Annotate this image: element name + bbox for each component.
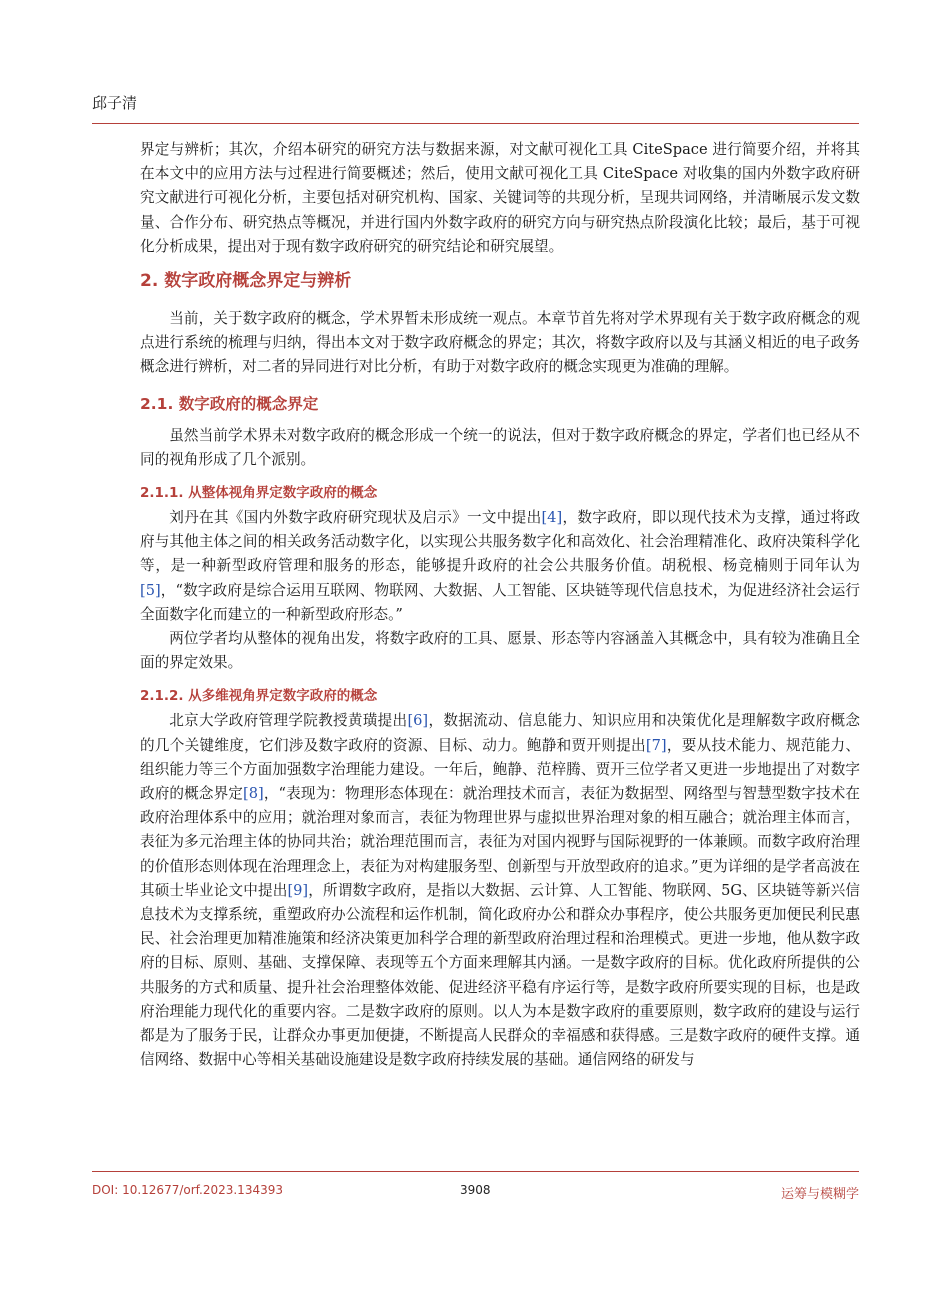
citation-link-6[interactable]: [6] bbox=[407, 712, 429, 730]
intro-paragraph: 界定与辨析；其次，介绍本研究的研究方法与数据来源，对文献可视化工具 CiteSpace 进行简要介绍，并将其在本文中的应用方法与过程进行简要概述；然后，使用文献可视化工具 CiteSpace 对收集的国内外数字政府研究文献进行可视化分析，主要包括对研究机构、国家、关键词等的共现分析，呈现共词网络，并清晰展示发文数量、合作分布、研究热点等概况，并进行国内外数字政府的研究方向与研究热点阶段演化比较；最后，基于可视化分析成果，提出对于现有数字政府研究的研究结论和研究展望。 bbox=[140, 141, 860, 255]
citation-link-4[interactable]: [4] bbox=[541, 509, 563, 527]
section-2-1-1-paragraph-1 bbox=[140, 506, 860, 627]
text-span: 刘丹在其《国内外数字政府研究现状及启示》一文中提出 bbox=[169, 509, 542, 527]
text-span: ，“数字政府是综合运用互联网、物联网、大数据、人工智能、区块链等现代信息技术，为促进经济社会运行全面数字化而建立的一种新型政府形态。” bbox=[140, 581, 860, 623]
footer-rule bbox=[92, 1171, 859, 1172]
section-2-1-paragraph: 虽然当前学术界未对数字政府的概念形成一个统一的说法，但对于数字政府概念的界定，学者们也已经从不同的视角形成了几个派别。 bbox=[140, 426, 860, 468]
section-2-1-2-paragraph bbox=[140, 709, 860, 1072]
citation-link-5[interactable]: [5] bbox=[140, 581, 161, 599]
text-span: ，数字政府，即以现代技术为支撑，通过将政府与其他主体之间的相关政务活动数字化，以实现公共服务数字化和高效化、社会治理精准化、政府决策科学化等，是一种新型政府管理和服务的形态，能够提升政府的社会公共服务价值。胡税根、杨竞楠则于同年认为 bbox=[140, 509, 860, 575]
footer-page-number: 3908 bbox=[460, 1183, 491, 1197]
text-span: ，所谓数字政府，是指以大数据、云计算、人工智能、物联网、5G、区块链等新兴信息技术为支撑系统，重塑政府办公流程和运作机制，简化政府办公和群众办事程序，使公共服务更加便民利民惠民、社会治理更加精准施策和经济决策更加科学合理的新型政府治理过程和治理模式。更进一步地，他从数字政府的目标、原则、基础、支撑保障、表现等五个方面来理解其内涵。一是数字政府的目标。优化政府所提供的公共服务的方式和质量、提升社会治理整体效能、促进经济平稳有序运行等，是数字政府所要实现的目标，也是政府治理能力现代化的重要内容。二是数字政府的原则。以人为本是数字政府的重要原则，数字政府的建设与运行都是为了服务于民，让群众办事更加便捷，不断提高人民群众的幸福感和获得感。三是数字政府的硬件支撑。通信网络、数据中心等相关基础设施建设是数字政府持续发展的基础。通信网络的研发与 bbox=[140, 881, 860, 1069]
citation-link-9[interactable]: [9] bbox=[287, 881, 309, 899]
footer-journal-name: 运筹与模糊学 bbox=[780, 1187, 859, 1202]
main-content bbox=[140, 138, 860, 1073]
footer-doi[interactable]: DOI: 10.12677/orf.2023.134393 bbox=[92, 1183, 283, 1197]
section-2-1-1-heading: 2.1.1. 从整体视角界定数字政府的概念 bbox=[140, 485, 378, 502]
citation-link-8[interactable]: [8] bbox=[243, 785, 264, 803]
text-span: ，“表现为：物理形态体现在：就治理技术而言，表征为数据型、网络型与智慧型数字技术在政府治理体系中的应用；就治理对象而言，表征为物理世界与虚拟世界治理对象的相互融合；就治理主体而言，表征为多元治理主体的协同共治；就治理范围而言，表征为对国内视野与国际视野的一体兼顾。而数字政府治理的价值形态则体现在治理理念上，表征为对构建服务型、创新型与开放型政府的追求。”更为详细的是学者高波在其硕士毕业论文中提出 bbox=[140, 785, 860, 899]
section-2-1-1-paragraph-2: 两位学者均从整体的视角出发，将数字政府的工具、愿景、形态等内容涵盖入其概念中，具有较为准确且全面的界定效果。 bbox=[140, 630, 860, 672]
running-header-author: 邱子清 bbox=[92, 94, 138, 112]
citation-link-7[interactable]: [7] bbox=[645, 736, 667, 754]
text-span: 北京大学政府管理学院教授黄璜提出 bbox=[169, 712, 408, 730]
text-span: ，要从技术能力、规范能力、组织能力等三个方面加强数字治理能力建设。一年后，鲍静、范梓腾、贾开三位学者又更进一步地提出了对数字政府的概念界定 bbox=[140, 736, 860, 803]
section-2-paragraph: 当前，关于数字政府的概念，学术界暂未形成统一观点。本章节首先将对学术界现有关于数字政府概念的观点进行系统的梳理与归纳，得出本文对于数字政府概念的界定；其次，将数字政府以及与其涵义相近的电子政务概念进行辨析，对二者的异同进行对比分析，有助于对数字政府的概念实现更为准确的理解。 bbox=[140, 310, 860, 376]
section-2-1-heading: 2.1. 数字政府的概念界定 bbox=[140, 394, 319, 413]
section-2-1-2-heading: 2.1.2. 从多维视角界定数字政府的概念 bbox=[140, 688, 378, 705]
section-2-heading: 2. 数字政府概念界定与辨析 bbox=[140, 271, 352, 292]
header-rule bbox=[92, 123, 859, 124]
text-span: ，数据流动、信息能力、知识应用和决策优化是理解数字政府概念的几个关键维度，它们涉及数字政府的资源、目标、动力。鲍静和贾开则提出 bbox=[140, 712, 860, 754]
